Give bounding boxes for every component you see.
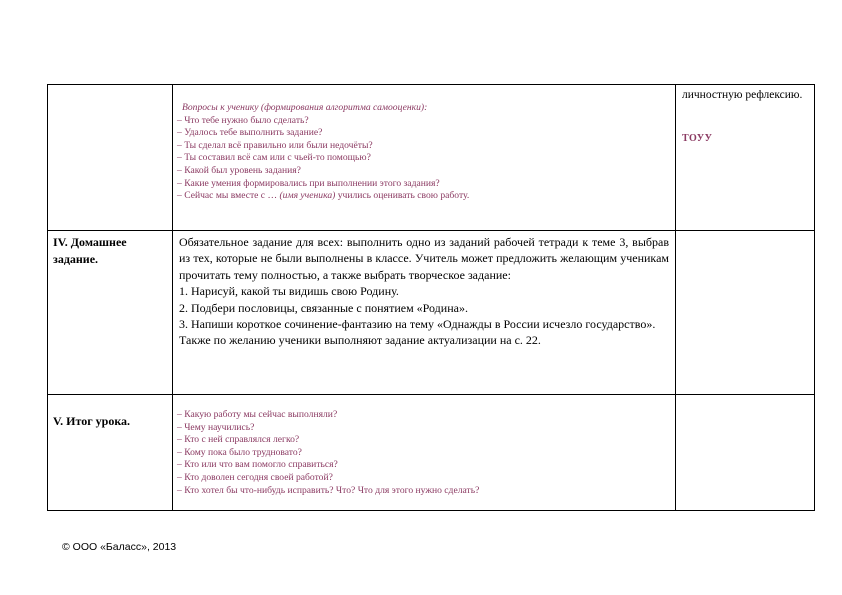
notes-cell: [676, 231, 815, 395]
copyright-footer: © ООО «Баласс», 2013: [62, 541, 177, 553]
question-item: – Чему научились?: [177, 421, 255, 433]
lesson-plan-table: [47, 84, 815, 511]
question-item: – Что тебе нужно было сделать?: [177, 114, 309, 126]
question-item-last: [177, 190, 671, 203]
toou-label: ТОУУ: [682, 133, 713, 144]
summary-questions: [173, 395, 675, 497]
question-item: – Какие умения формировались при выполнении этого задания?: [177, 177, 440, 189]
questions-title: Вопросы к ученику (формирования алгоритма самооценки):: [182, 102, 428, 113]
question-item: – Кто доволен сегодня своей работой?: [177, 471, 333, 483]
homework-text: [173, 231, 675, 349]
summary-cell: [173, 395, 676, 511]
question-item: – Ты составил всё сам или с чьей-то помощью?: [177, 152, 371, 164]
question-start: – Сейчас мы вместе с …: [177, 190, 280, 202]
homework-paragraph: 3. Напиши короткое сочинение-фантазию на тему «Однажды в России исчезло государство».: [179, 317, 656, 332]
table-row: [48, 85, 815, 231]
table-row: [48, 395, 815, 511]
homework-paragraph: 1. Нарисуй, какой ты видишь свою Родину.: [179, 284, 399, 299]
self-assessment-cell: [173, 85, 676, 231]
stage-cell-empty: [48, 85, 173, 231]
stage-title: V. Итог урока.: [53, 414, 131, 428]
question-end: учились оценивать свою работу.: [335, 190, 470, 202]
homework-paragraph: Также по желанию ученики выполняют задание актуализации на с. 22.: [179, 333, 541, 348]
question-item: – Какую работу мы сейчас выполняли?: [177, 409, 338, 420]
question-item: – Кто хотел бы что-нибудь исправить? Что? Что для этого нужно сделать?: [177, 484, 480, 496]
notes-text: личностную рефлексию.: [682, 89, 803, 101]
question-item: – Кто с ней справлялся легко?: [177, 434, 300, 446]
stage-cell: [48, 231, 173, 395]
question-item: – Удалось тебе выполнить задание?: [177, 127, 323, 139]
self-assessment-questions: [173, 85, 675, 203]
question-italic: (имя ученика): [279, 190, 336, 202]
stage-title: IV. Домашнее задание.: [53, 235, 127, 266]
stage-cell: [48, 395, 173, 511]
notes-cell: [676, 85, 815, 231]
homework-cell: [173, 231, 676, 395]
question-item: – Ты сделал всё правильно или были недочёты?: [177, 139, 373, 151]
question-item: – Кто или что вам помогло справиться?: [177, 459, 338, 471]
notes-cell: [676, 395, 815, 511]
notes-content: [676, 85, 814, 144]
question-item: – Кому пока было трудновато?: [177, 446, 302, 458]
question-item: – Какой был уровень задания?: [177, 164, 301, 176]
homework-paragraph: 2. Подбери пословицы, связанные с понятием «Родина».: [179, 300, 468, 315]
homework-paragraph: Обязательное задание для всех: выполнить одно из заданий рабочей тетради к теме 3, выбрав из тех, которые не были выполнены в классе. Учитель может предложить желающим ученикам прочитать тему полностью, а также выбрать творческое задание:: [179, 235, 669, 282]
table-row: [48, 231, 815, 395]
